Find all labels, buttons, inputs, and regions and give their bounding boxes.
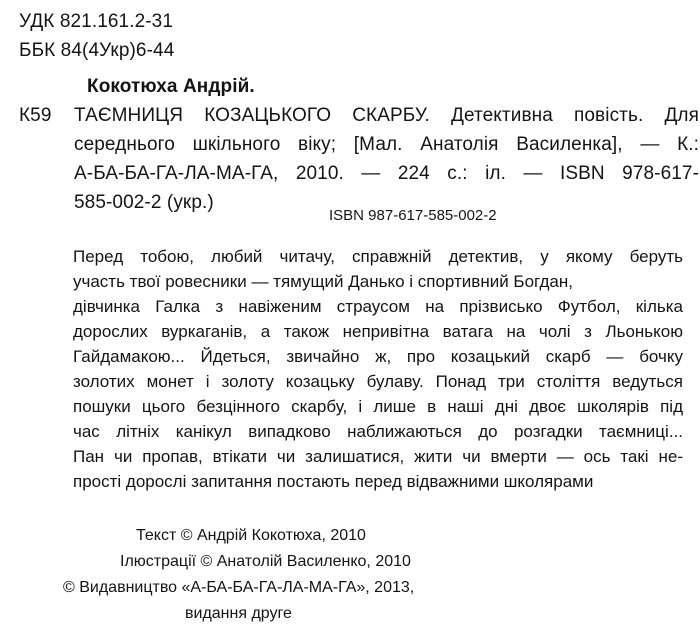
annotation-line: Пан чи пропав, втікати чи залишатися, жити чи вмерти — ось такі не-	[73, 447, 683, 466]
entry-description-line: 585-002-2 (укр.)	[74, 192, 214, 213]
publisher-copyright: © Видавництво «А-БА-БА-ГА-ЛА-МА-ГА», 2013,	[63, 579, 415, 596]
annotation-line: прості дорослі запитання постають перед відважними школярами	[73, 472, 594, 491]
illustrations-copyright: Ілюстрації © Анатолій Василенко, 2010	[120, 553, 411, 570]
author-name: Кокотюха Андрій.	[87, 76, 255, 97]
entry-description-line: середнього шкільного віку; [Мал. Анатолія Василенка], — К.:	[74, 134, 699, 155]
annotation-line: Гайдамакою... Йдеться, звичайно ж, про козацький скарб — бочку	[73, 347, 683, 366]
udk-code: УДК 821.161.2-31	[19, 11, 174, 32]
entry-description-line: ТАЄМНИЦЯ КОЗАЦЬКОГО СКАРБУ. Детективна повість. Для	[74, 105, 699, 126]
annotation-line: участь твої ровесники — тямущий Данько і спортивний Богдан,	[73, 272, 573, 291]
annotation-line: час літніх канікул випадково наближаються до розгадки таємниці...	[73, 422, 683, 441]
entry-description-line: А-БА-БА-ГА-ЛА-МА-ГА, 2010. — 224 с.: іл. — ISBN 978-617-	[74, 163, 699, 184]
annotation-line: Перед тобою, любий читачу, справжній детектив, у якому беруть	[73, 247, 683, 266]
annotation-line: дорослих вуркаганів, а також непривітна ватага на чолі з Льонькою	[73, 322, 683, 341]
annotation-line: золотих монет і золоту козацьку булаву. Понад три століття ведуться	[73, 372, 683, 391]
annotation-line: пошуки цього безцінного скарбу, і лише в наші дні двоє школярів під	[73, 397, 683, 416]
edition-note: видання друге	[185, 605, 292, 622]
bbk-code: ББК 84(4Укр)6-44	[19, 40, 175, 61]
isbn-number: ISBN 987-617-585-002-2	[329, 207, 497, 224]
catalogue-code: К59	[19, 105, 52, 126]
text-copyright: Текст © Андрій Кокотюха, 2010	[136, 527, 366, 544]
annotation-line: дівчинка Галка з навіженим страусом на прізвисько Футбол, кілька	[73, 297, 683, 316]
